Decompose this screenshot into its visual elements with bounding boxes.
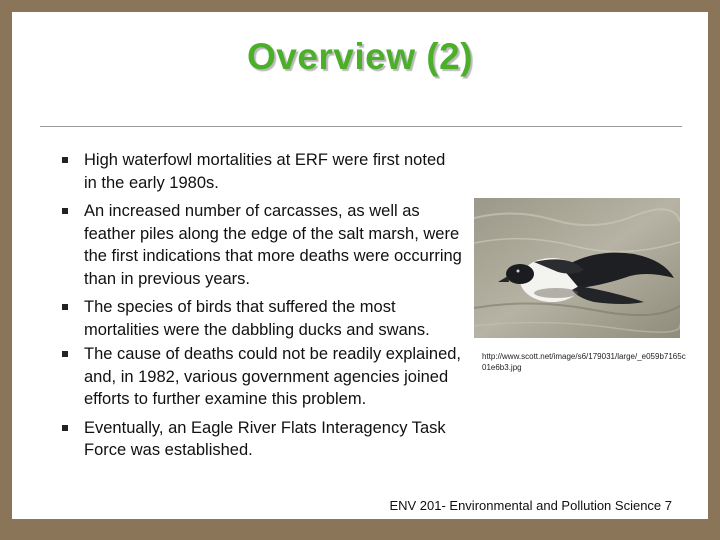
square-bullet-icon bbox=[62, 157, 68, 163]
square-bullet-icon bbox=[62, 425, 68, 431]
bullet-list bbox=[62, 149, 462, 468]
bullet-text: An increased number of carcasses, as well as feather piles along the edge of the salt marsh, were the first indications that more deaths were occurring than in previous years. bbox=[84, 202, 462, 288]
slide-title: Overview (2) bbox=[246, 36, 474, 77]
bullet-item bbox=[62, 343, 462, 411]
bullet-item bbox=[62, 417, 462, 462]
slide bbox=[12, 12, 708, 519]
bullet-item bbox=[62, 149, 462, 194]
square-bullet-icon bbox=[62, 351, 68, 357]
title-divider bbox=[40, 126, 682, 127]
bullet-item bbox=[62, 296, 462, 341]
slide-footer: ENV 201- Environmental and Pollution Science 7 bbox=[389, 498, 672, 513]
square-bullet-icon bbox=[62, 304, 68, 310]
bullet-text: High waterfowl mortalities at ERF were first noted in the early 1980s. bbox=[84, 151, 446, 192]
duck-image bbox=[474, 198, 680, 338]
dead-duck-photo bbox=[474, 198, 680, 338]
bullet-text: The cause of deaths could not be readily explained, and, in 1982, various government agencies joined efforts to further examine this problem. bbox=[84, 345, 462, 408]
bullet-item bbox=[62, 200, 462, 290]
bullet-text: Eventually, an Eagle River Flats Interagency Task Force was established. bbox=[84, 418, 446, 459]
image-source-caption: http://www.scott.net/image/s6/179031/large/_e059b7165c01e6b3.jpg bbox=[482, 352, 686, 372]
square-bullet-icon bbox=[62, 208, 68, 214]
bullet-text: The species of birds that suffered the most mortalities were the dabbling ducks and swans. bbox=[84, 298, 430, 339]
